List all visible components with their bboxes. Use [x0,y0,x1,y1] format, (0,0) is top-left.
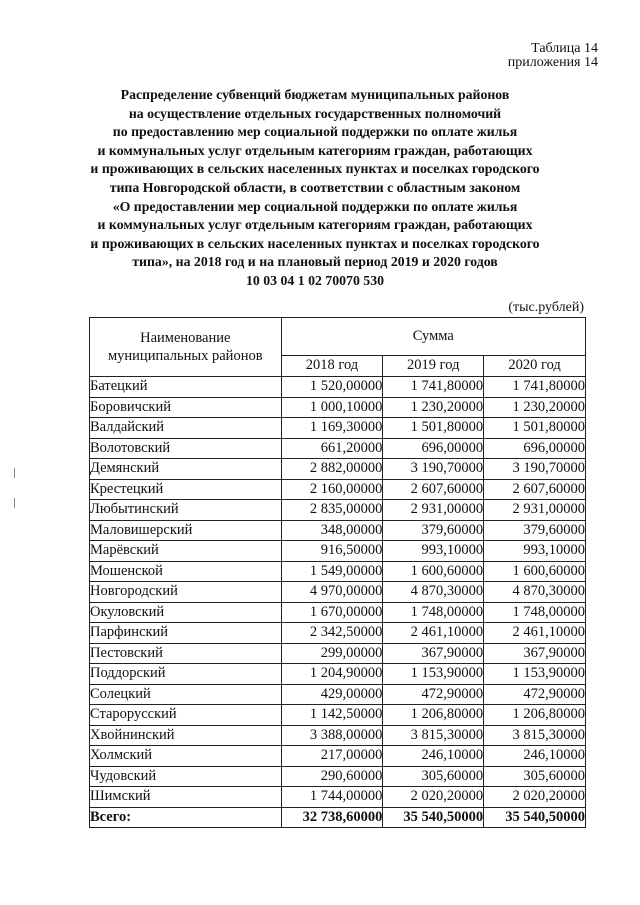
table-row [90,418,586,439]
header-year-2020: 2020 год [484,355,586,376]
table-row [90,746,586,767]
value-2019: 3 190,70000 [383,459,484,480]
table-row [90,582,586,603]
table-row [90,561,586,582]
title-line: типа», на 2018 год и на плановый период 2019 и 2020 годов [132,254,498,270]
total-2018: 32 738,60000 [281,807,383,828]
title-line: и проживающих в сельских населенных пунктах и поселках городского [90,161,540,177]
document-title [70,86,560,291]
value-2018: 1 744,00000 [281,787,383,808]
district-name: Парфинский [90,623,282,644]
value-2020: 2 020,20000 [484,787,586,808]
budget-code: 10 03 04 1 02 70070 530 [246,272,384,288]
value-2020: 2 607,60000 [484,479,586,500]
value-2018: 2 342,50000 [281,623,383,644]
district-name: Мошенской [90,561,282,582]
total-row [90,807,586,828]
value-2018: 1 549,00000 [281,561,383,582]
appendix-number: приложения 14 [507,55,598,70]
district-name: Марёвский [90,541,282,562]
total-2020: 35 540,50000 [484,807,586,828]
value-2019: 305,60000 [383,766,484,787]
value-2018: 2 160,00000 [281,479,383,500]
value-2020: 1 501,80000 [484,418,586,439]
value-2019: 2 020,20000 [383,787,484,808]
total-2019: 35 540,50000 [383,807,484,828]
table-row [90,541,586,562]
margin-mark [14,468,15,478]
value-2019: 3 815,30000 [383,725,484,746]
table-number: Таблица 14 [531,41,598,56]
value-2020: 3 815,30000 [484,725,586,746]
district-name: Новгородский [90,582,282,603]
table-row [90,500,586,521]
value-2020: 1 230,20000 [484,397,586,418]
district-name: Хвойнинский [90,725,282,746]
title-line: типа Новгородской области, в соответствии с областным законом [109,179,521,195]
value-2018: 3 388,00000 [281,725,383,746]
table-row [90,684,586,705]
table-number-label [508,42,598,70]
value-2019: 1 741,80000 [383,377,484,398]
title-line: «О предоставлении мер социальной поддержки по оплате жилья [112,198,518,214]
value-2018: 1 142,50000 [281,705,383,726]
value-2018: 1 169,30000 [281,418,383,439]
table-row [90,438,586,459]
value-2019: 4 870,30000 [383,582,484,603]
value-2018: 348,00000 [281,520,383,541]
table-row [90,397,586,418]
district-name: Окуловский [90,602,282,623]
title-line: и проживающих в сельских населенных пунктах и поселках городского [90,235,540,251]
header-sum: Сумма [281,318,585,356]
value-2019: 1 230,20000 [383,397,484,418]
value-2018: 2 835,00000 [281,500,383,521]
title-line: и коммунальных услуг отдельным категориям граждан, работающих [97,142,533,158]
value-2018: 1 000,10000 [281,397,383,418]
value-2018: 4 970,00000 [281,582,383,603]
district-name: Чудовский [90,766,282,787]
value-2019: 472,90000 [383,684,484,705]
district-name: Батецкий [90,377,282,398]
district-name: Солецкий [90,684,282,705]
value-2020: 4 870,30000 [484,582,586,603]
table-row [90,520,586,541]
table-row [90,664,586,685]
table-row [90,787,586,808]
total-label: Всего: [90,807,282,828]
table-row [90,459,586,480]
value-2020: 379,60000 [484,520,586,541]
title-line: по предоставлению мер социальной поддержки по оплате жилья [112,124,518,140]
district-name: Маловишерский [90,520,282,541]
subsidy-table [89,317,586,828]
value-2019: 1 748,00000 [383,602,484,623]
value-2018: 1 670,00000 [281,602,383,623]
value-2019: 1 600,60000 [383,561,484,582]
value-2018: 217,00000 [281,746,383,767]
value-2020: 696,00000 [484,438,586,459]
value-2019: 246,10000 [383,746,484,767]
value-2020: 2 461,10000 [484,623,586,644]
district-name: Валдайский [90,418,282,439]
district-name: Демянский [90,459,282,480]
header-year-2018: 2018 год [281,355,383,376]
value-2020: 1 748,00000 [484,602,586,623]
value-2020: 246,10000 [484,746,586,767]
value-2018: 661,20000 [281,438,383,459]
table-row [90,766,586,787]
value-2018: 2 882,00000 [281,459,383,480]
header-district-name: Наименование муниципальных районов [90,318,282,377]
value-2019: 379,60000 [383,520,484,541]
value-2020: 2 931,00000 [484,500,586,521]
value-2019: 696,00000 [383,438,484,459]
value-2018: 290,60000 [281,766,383,787]
value-2020: 993,10000 [484,541,586,562]
value-2020: 305,60000 [484,766,586,787]
table-row [90,643,586,664]
value-2020: 367,90000 [484,643,586,664]
district-name: Волотовский [90,438,282,459]
value-2019: 2 931,00000 [383,500,484,521]
district-name: Пестовский [90,643,282,664]
table-row [90,479,586,500]
value-2020: 1 741,80000 [484,377,586,398]
value-2018: 916,50000 [281,541,383,562]
value-2018: 1 520,00000 [281,377,383,398]
value-2020: 1 153,90000 [484,664,586,685]
value-2018: 299,00000 [281,643,383,664]
district-name: Старорусский [90,705,282,726]
value-2019: 1 206,80000 [383,705,484,726]
district-name: Боровичский [90,397,282,418]
value-2020: 1 206,80000 [484,705,586,726]
margin-mark [14,498,15,508]
table-row [90,725,586,746]
title-line: на осуществление отдельных государственных полномочий [128,105,502,121]
value-2020: 472,90000 [484,684,586,705]
value-2019: 2 607,60000 [383,479,484,500]
units-label: (тыс.рублей) [508,300,584,315]
district-name: Поддорский [90,664,282,685]
table-row [90,602,586,623]
table-row [90,705,586,726]
title-line: Распределение субвенций бюджетам муниципальных районов [120,87,510,102]
value-2020: 1 600,60000 [484,561,586,582]
district-name: Шимский [90,787,282,808]
value-2019: 367,90000 [383,643,484,664]
table-row [90,377,586,398]
value-2020: 3 190,70000 [484,459,586,480]
district-name: Любытинский [90,500,282,521]
table-row [90,623,586,644]
value-2019: 1 501,80000 [383,418,484,439]
value-2019: 2 461,10000 [383,623,484,644]
title-line: и коммунальных услуг отдельным категориям граждан, работающих [97,217,533,233]
value-2019: 1 153,90000 [383,664,484,685]
header-year-2019: 2019 год [383,355,484,376]
value-2018: 429,00000 [281,684,383,705]
district-name: Холмский [90,746,282,767]
value-2018: 1 204,90000 [281,664,383,685]
district-name: Крестецкий [90,479,282,500]
value-2019: 993,10000 [383,541,484,562]
